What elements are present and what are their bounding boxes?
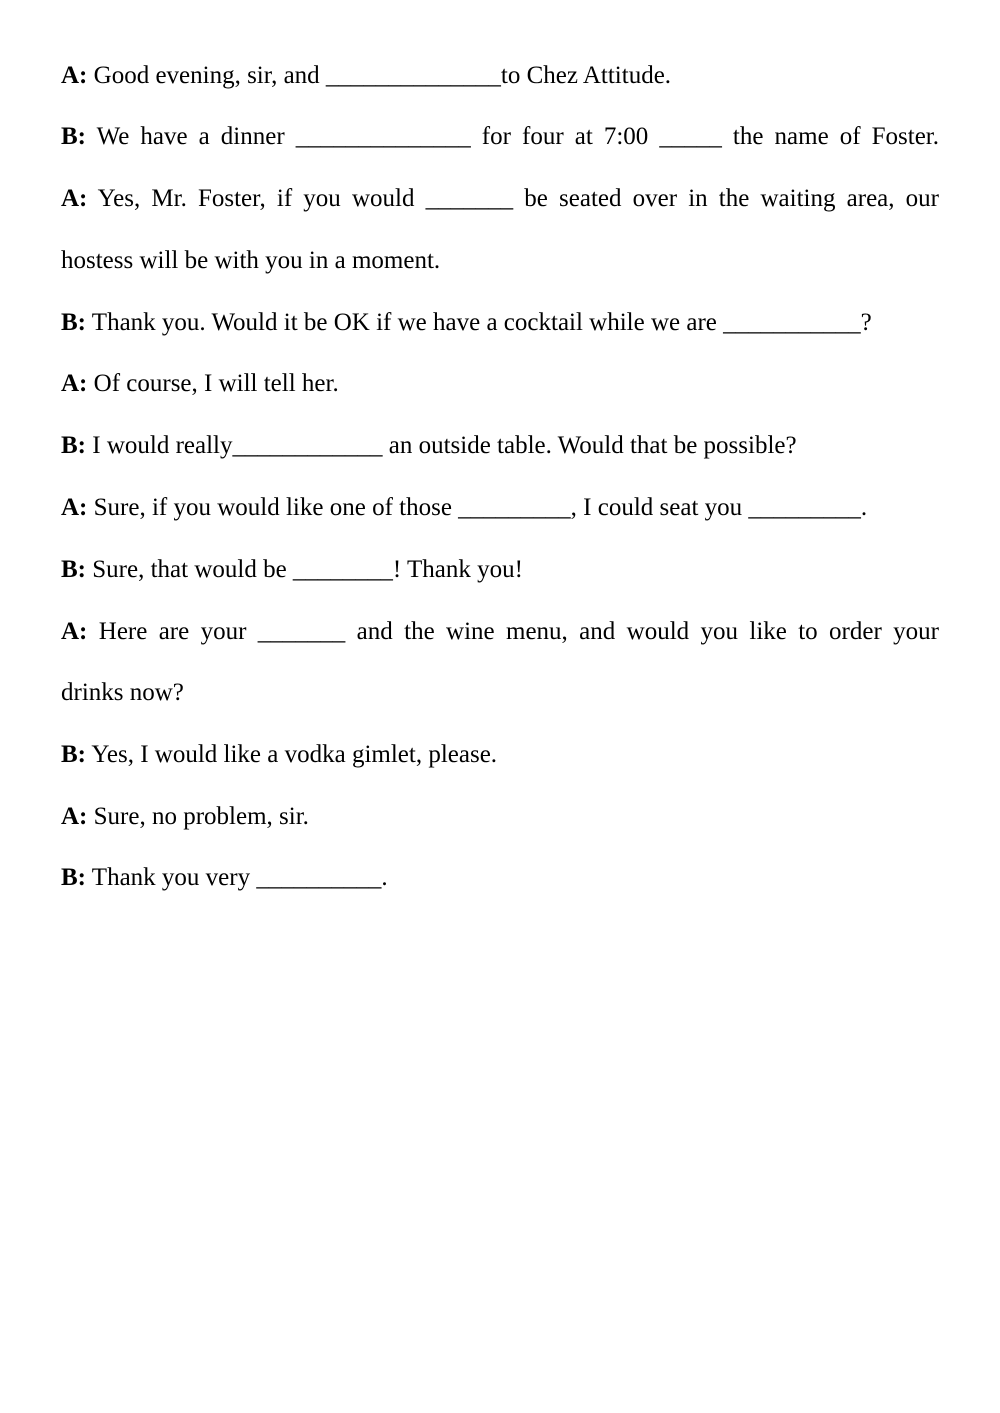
dialogue-text: Sure, if you would like one of those _________, I could seat you _________. — [87, 494, 868, 521]
speaker-label: A: — [61, 618, 88, 645]
speaker-label: A: — [61, 62, 88, 89]
dialogue-line — [61, 493, 939, 523]
speaker-label: B: — [61, 123, 86, 150]
dialogue-text: Good evening, sir, and ______________to Chez Attitude. — [87, 62, 672, 89]
speaker-label: B: — [61, 432, 86, 459]
dialogue-line — [61, 184, 939, 214]
dialogue-text: Yes, Mr. Foster, if you would _______ be seated over in the waiting area, our — [87, 185, 939, 212]
dialogue-text: Thank you. Would it be OK if we have a cocktail while we are ___________? — [86, 309, 872, 336]
dialogue-text: Sure, no problem, sir. — [87, 803, 309, 830]
dialogue-text: Yes, I would like a vodka gimlet, please. — [86, 741, 498, 768]
dialogue-line — [61, 617, 939, 647]
speaker-label: A: — [61, 185, 88, 212]
dialogue-line — [61, 308, 939, 338]
speaker-label: B: — [61, 309, 86, 336]
dialogue-text: Of course, I will tell her. — [87, 370, 339, 397]
speaker-label: B: — [61, 556, 86, 583]
dialogue-line-continuation — [61, 246, 939, 276]
dialogue-text: I would really____________ an outside table. Would that be possible? — [86, 432, 797, 459]
dialogue-line — [61, 61, 939, 91]
dialogue-line — [61, 369, 939, 399]
dialogue-line — [61, 122, 939, 152]
dialogue-line — [61, 740, 939, 770]
speaker-label: A: — [61, 803, 88, 830]
dialogue-text: Sure, that would be ________! Thank you! — [86, 556, 523, 583]
dialogue-line — [61, 555, 939, 585]
dialogue-text: drinks now? — [61, 679, 184, 706]
dialogue-text: We have a dinner ______________ for four at 7:00 _____ the name of Foster. — [86, 123, 939, 150]
speaker-label: A: — [61, 370, 88, 397]
dialogue-line — [61, 802, 939, 832]
speaker-label: B: — [61, 741, 86, 768]
dialogue-line — [61, 863, 939, 893]
speaker-label: B: — [61, 864, 86, 891]
dialogue-text: Here are your _______ and the wine menu, and would you like to order your — [87, 618, 939, 645]
speaker-label: A: — [61, 494, 88, 521]
dialogue-text: Thank you very __________. — [86, 864, 388, 891]
dialogue-text: hostess will be with you in a moment. — [61, 247, 441, 274]
dialogue-line — [61, 431, 939, 461]
dialogue-line-continuation — [61, 678, 939, 708]
